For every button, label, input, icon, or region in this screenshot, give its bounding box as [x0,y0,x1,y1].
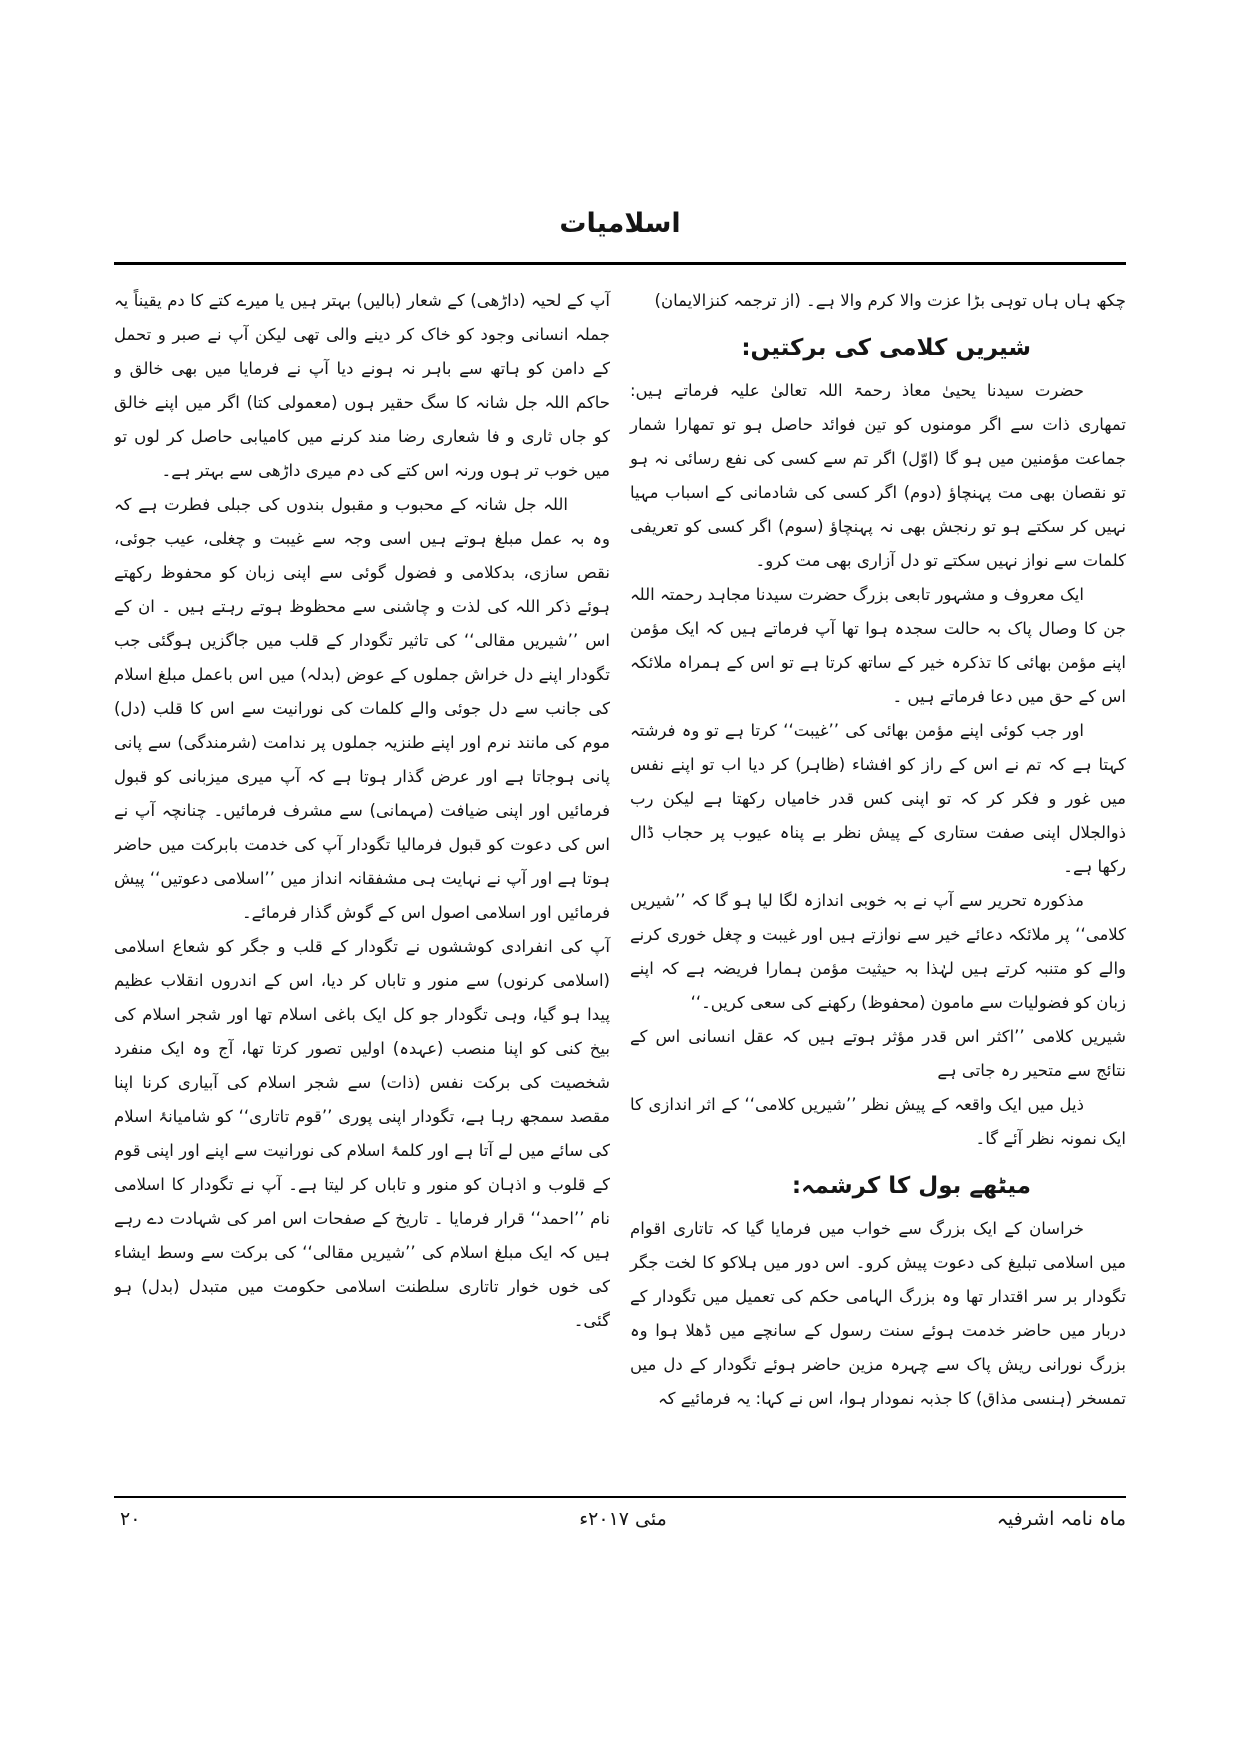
paragraph: ایک معروف و مشہور تابعی بزرگ حضرت سیدنا مجاہد رحمتہ اللہ جن کا وصال پاک بہ حالت سجدہ ہوا تھا آپ فرماتے ہیں کہ ایک مؤمن اپنے مؤمن بھائی کا تذکرہ خیر کے ساتھ کرتا ہے تو اس کے ہمراہ ملائکہ اس کے حق میں دعا فرماتے ہیں ۔ [630,585,1126,706]
paragraph: ذیل میں ایک واقعہ کے پیش نظر ’’شیریں کلامی‘‘ کے اثر اندازی کا ایک نمونہ نظر آئے گا۔ [630,1095,1126,1148]
paragraph: شیریں کلامی ’’اکثر اس قدر مؤثر ہوتے ہیں کہ عقل انسانی اس کے نتائج سے متحیر رہ جاتی ہے [630,1027,1126,1080]
footer-date: مئی ۲۰۱۷ء [579,1508,667,1530]
article-body [114,284,1126,1489]
paragraph: اور جب کوئی اپنے مؤمن بھائی کی ’’غیبت‘‘ کرتا ہے تو وہ فرشتہ کہتا ہے کہ تم نے اس کے راز کو افشاء (ظاہر) کر دیا اب تو اپنے نفس میں غور و فکر کر کہ تو اپنی کس قدر خامیاں رکھتا ہے لیکن رب ذوالجلال اپنی صفت ستاری کے پیش نظر بے پناہ عیوب پر حجاب ڈال رکھا ہے۔ [630,721,1126,876]
paragraph: اللہ جل شانہ کے محبوب و مقبول بندوں کی جبلی فطرت ہے کہ وہ بہ عمل مبلغ ہوتے ہیں اسی وجہ سے غیبت و چغلی، عیب جوئی، نقص سازی، بدکلامی و فضول گوئی سے اپنی زبان کو محفوظ رکھتے ہوئے ذکر اللہ کی لذت و چاشنی سے محظوظ ہوتے رہتے ہیں ۔ ان کے اس ’’شیریں مقالی‘‘ کی تاثیر تگودار کے قلب میں جاگزیں ہوگئی جب تگودار اپنے دل خراش جملوں کے عوض (بدلہ) میں اس باعمل مبلغ اسلام کی جانب سے دل جوئی والے کلمات کی نورانیت سے اس کا قلب (دل) موم کی مانند نرم اور اپنے طنزیہ جملوں پر ندامت (شرمندگی) سے پانی پانی ہوجاتا ہے اور عرض گذار ہوتا ہے کہ آپ میری میزبانی کو قبول فرمائیں اور اپنی ضیافت (مہمانی) سے مشرف فرمائیں۔ چنانچہ آپ نے اس کی دعوت کو قبول فرمالیا تگودار آپ کی خدمت بابرکت میں حاضر ہوتا ہے اور آپ نے نہایت ہی مشفقانہ انداز میں ’’اسلامی دعوتیں‘‘ پیش فرمائیں اور اسلامی اصول اس کے گوش گذار فرمائے۔ [114,495,610,922]
footer-magazine-name: ماہ نامہ اشرفیہ [996,1508,1126,1530]
paragraph: آپ کی انفرادی کوششوں نے تگودار کے قلب و جگر کو شعاع اسلامی (اسلامی کرنوں) سے منور و تاباں کر دیا، اس کے اندروں انقلاب عظیم پیدا ہو گیا، وہی تگودار جو کل ایک باغی اسلام تھا اور شجر اسلام کی بیخ کنی کو اپنا منصب (عہدہ) اولیں تصور کرتا تھا، آج وہ ایک منفرد شخصیت کی برکت نفس (ذات) سے شجر اسلام کی آبیاری کرنا اپنا مقصد سمجھ رہا ہے، تگودار اپنی پوری ’’قوم تاتاری‘‘ کو شامیانۂ اسلام کی سائے میں لے آتا ہے اور کلمۂ اسلام کی نورانیت سے اپنے اور اپنی قوم کے قلوب و اذہان کو منور و تاباں کر لیتا ہے۔ آپ نے تگودار کا اسلامی نام ’’احمد‘‘ قرار فرمایا ۔ تاریخ کے صفحات اس امر کی شہادت دے رہے ہیں کہ ایک مبلغ اسلام کی ’’شیریں مقالی‘‘ کی برکت سے وسط ایشاء کی خوں خوار تاتاری سلطنت اسلامی حکومت میں متبدل (بدل) ہو گئی۔ [114,937,610,1330]
header-divider [114,262,1126,265]
column-left [114,284,610,1489]
section-heading-blessings-of-sweet-speech: شیریں کلامی کی برکتیں: [741,335,1031,361]
continuation-paragraph: چکھ ہاں ہاں توہی بڑا عزت والا کرم والا ہے۔ (از ترجمہ کنزالایمان) [654,291,1126,310]
section-heading-miracle-of-sweet-words: میٹھے بول کا کرشمہ: [791,1173,1031,1199]
footer-divider [114,1496,1126,1498]
column-right [630,284,1126,1489]
paragraph: مذکورہ تحریر سے آپ نے بہ خوبی اندازہ لگا لیا ہو گا کہ ’’شیریں کلامی‘‘ پر ملائکہ دعائے خیر سے نوازتے ہیں اور غیبت و چغل خوری کرنے والے کو متنبہ کرتے ہیں لہٰذا بہ حیثیت مؤمن ہمارا فریضہ ہے کہ اپنے زبان کو فضولیات سے مامون (محفوظ) رکھنے کی سعی کریں۔‘‘ [630,891,1126,1012]
footer [114,1508,1126,1530]
paragraph: خراسان کے ایک بزرگ سے خواب میں فرمایا گیا کہ تاتاری اقوام میں اسلامی تبلیغ کی دعوت پیش کرو۔ اس دور میں ہلاکو کا لخت جگر تگودار بر سر اقتدار تھا وہ بزرگ الہامی حکم کی تعمیل میں تگودار کے دربار میں حاضر خدمت ہوئے سنت رسول کے سانچے میں ڈھلا ہوا وہ بزرگ نورانی ریش پاک سے چہرہ مزین حاضر ہوئے تگودار کے دل میں تمسخر (ہنسی مذاق) کا جذبہ نمودار ہوا، اس نے کہا: یہ فرمائیے کہ [630,1219,1126,1408]
footer-page-number: ۲۰ [120,1508,141,1530]
continuation-paragraph: آپ کے لحیہ (داڑھی) کے شعار (بالیں) بہتر ہیں یا میرے کتے کا دم یقیناً یہ جملہ انسانی وجود کو خاک کر دینے والی تھی لیکن آپ نے صبر و تحمل کے دامن کو ہاتھ سے باہر نہ ہونے دیا آپ نے فرمایا میں بھی خالق و حاکم اللہ جل شانہ کا سگ حقیر ہوں (معمولی کتا) اگر میں اپنے خالق کو جاں ثاری و فا شعاری رضا مند کرنے میں کامیابی حاصل کر لوں تو میں خوب تر ہوں ورنہ اس کتے کی دم میری داڑھی سے بہتر ہے۔ [114,291,610,480]
paragraph: حضرت سیدنا یحییٰ معاذ رحمۃ اللہ تعالیٰ علیہ فرماتے ہیں: تمھاری ذات سے اگر مومنوں کو تین فوائد حاصل ہو تو تمھارا شمار جماعت مؤمنین میں ہو گا (اوّل) اگر تم سے کسی کی نفع رسائی نہ ہو تو نقصان بھی مت پہنچاؤ (دوم) اگر کسی کی شادمانی کے اسباب مہیا نہیں کر سکتے ہو تو رنجش بھی نہ پہنچاؤ (سوم) اگر کسی کو تعریفی کلمات سے نواز نہیں سکتے تو دل آزاری بھی مت کرو۔ [630,381,1126,570]
page-title: اسلامیات [559,208,681,239]
